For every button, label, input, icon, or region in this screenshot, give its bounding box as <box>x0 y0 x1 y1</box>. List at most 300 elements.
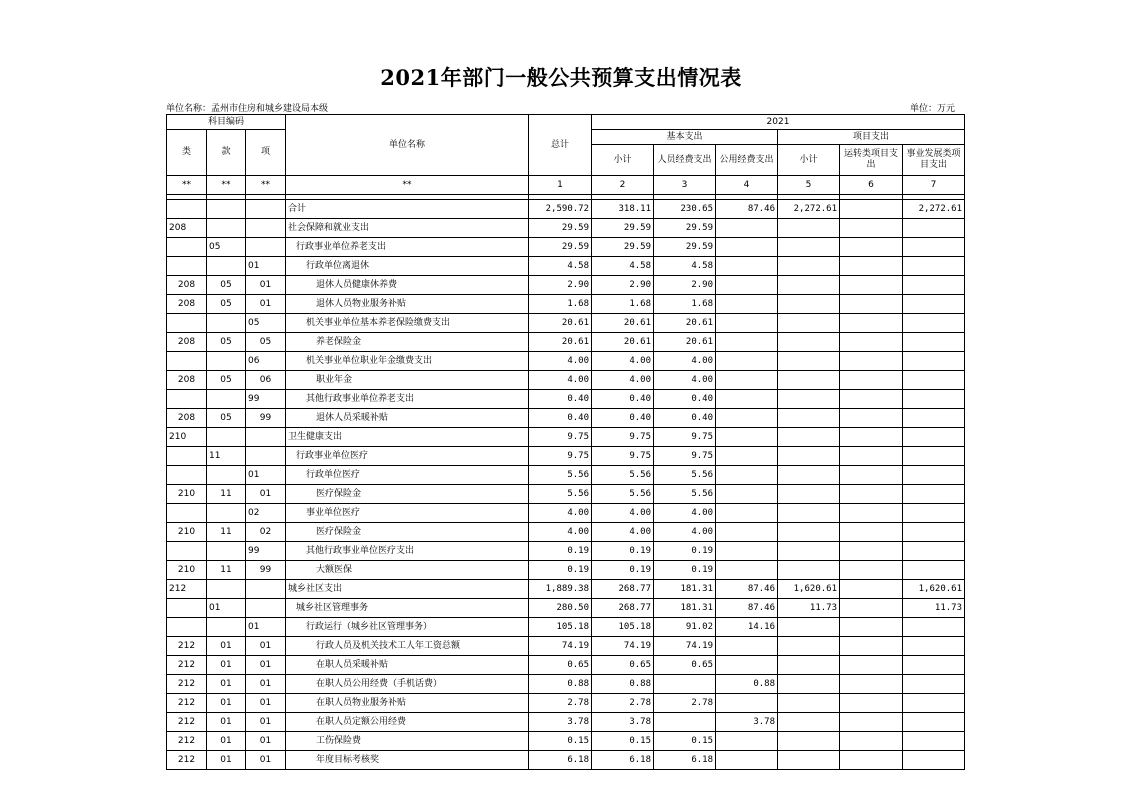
cell-project-subtotal: 11.73 <box>778 599 840 618</box>
cell-basic-subtotal: 74.19 <box>592 637 654 656</box>
cell-project-subtotal <box>778 713 840 732</box>
cell-kuan <box>207 257 246 276</box>
cell-public-funds <box>716 333 778 352</box>
cell-basic-subtotal: 0.19 <box>592 561 654 580</box>
cell-total: 6.18 <box>529 751 592 770</box>
cell-xiang: 02 <box>246 523 286 542</box>
cell-operating-project <box>840 200 903 219</box>
cell-xiang: 01 <box>246 732 286 751</box>
cell-project-subtotal <box>778 390 840 409</box>
cell-basic-subtotal: 4.58 <box>592 257 654 276</box>
cell-total: 4.58 <box>529 257 592 276</box>
header-unit-name: 单位名称 <box>286 115 529 176</box>
cell-personnel: 0.40 <box>654 390 716 409</box>
cell-xiang: 01 <box>246 656 286 675</box>
cell-xiang <box>246 200 286 219</box>
cell-lei: 212 <box>167 751 207 770</box>
cell-personnel: 5.56 <box>654 485 716 504</box>
cell-public-funds <box>716 485 778 504</box>
cell-kuan <box>207 219 246 238</box>
cell-personnel: 29.59 <box>654 238 716 257</box>
cell-project-subtotal <box>778 447 840 466</box>
header-kuan: 款 <box>207 130 246 176</box>
cell-total: 74.19 <box>529 637 592 656</box>
cell-personnel: 9.75 <box>654 447 716 466</box>
cell-public-funds <box>716 276 778 295</box>
cell-name: 在职人员公用经费（手机话费） <box>286 675 529 694</box>
cell-public-funds: 14.16 <box>716 618 778 637</box>
cell-lei: 210 <box>167 428 207 447</box>
cell-operating-project <box>840 333 903 352</box>
table-row <box>167 599 965 618</box>
cell-basic-subtotal: 6.18 <box>592 751 654 770</box>
cell-basic-subtotal: 5.56 <box>592 485 654 504</box>
cell-lei: 212 <box>167 637 207 656</box>
cell-public-funds <box>716 561 778 580</box>
cell-lei <box>167 504 207 523</box>
cell-personnel: 4.00 <box>654 371 716 390</box>
cell-xiang: 01 <box>246 466 286 485</box>
cell-public-funds <box>716 694 778 713</box>
cell-operating-project <box>840 618 903 637</box>
cell-project-subtotal <box>778 295 840 314</box>
table-row <box>167 428 965 447</box>
cell-kuan: 11 <box>207 561 246 580</box>
cell-name: 其他行政事业单位医疗支出 <box>286 542 529 561</box>
cell-operating-project <box>840 371 903 390</box>
cell-name: 行政单位离退休 <box>286 257 529 276</box>
cell-total: 20.61 <box>529 333 592 352</box>
cell-project-subtotal <box>778 485 840 504</box>
cell-project-subtotal <box>778 694 840 713</box>
header-public-funds: 公用经费支出 <box>716 145 778 176</box>
cell-xiang: 01 <box>246 713 286 732</box>
cell-lei <box>167 599 207 618</box>
cell-basic-subtotal: 29.59 <box>592 219 654 238</box>
cell-lei <box>167 447 207 466</box>
cell-public-funds <box>716 314 778 333</box>
cell-public-funds <box>716 523 778 542</box>
cell-operating-project <box>840 599 903 618</box>
cell-personnel: 181.31 <box>654 580 716 599</box>
index-cell: 4 <box>716 176 778 195</box>
cell-xiang <box>246 238 286 257</box>
cell-kuan: 01 <box>207 637 246 656</box>
cell-public-funds <box>716 295 778 314</box>
cell-development-project <box>903 333 965 352</box>
table-row <box>167 257 965 276</box>
cell-name: 行政事业单位医疗 <box>286 447 529 466</box>
cell-name: 退休人员采暖补贴 <box>286 409 529 428</box>
cell-basic-subtotal: 4.00 <box>592 523 654 542</box>
cell-kuan <box>207 542 246 561</box>
cell-kuan <box>207 428 246 447</box>
cell-xiang: 01 <box>246 485 286 504</box>
table-row <box>167 504 965 523</box>
cell-total: 105.18 <box>529 618 592 637</box>
cell-name: 社会保障和就业支出 <box>286 219 529 238</box>
cell-name: 行政单位医疗 <box>286 466 529 485</box>
cell-personnel: 9.75 <box>654 428 716 447</box>
cell-total: 0.19 <box>529 542 592 561</box>
cell-project-subtotal <box>778 257 840 276</box>
cell-operating-project <box>840 447 903 466</box>
table-row <box>167 656 965 675</box>
cell-lei: 208 <box>167 219 207 238</box>
cell-kuan <box>207 580 246 599</box>
cell-basic-subtotal: 4.00 <box>592 504 654 523</box>
table-row <box>167 713 965 732</box>
cell-public-funds: 87.46 <box>716 580 778 599</box>
cell-development-project <box>903 637 965 656</box>
cell-development-project <box>903 371 965 390</box>
cell-kuan: 01 <box>207 751 246 770</box>
table-row <box>167 751 965 770</box>
cell-name: 事业单位医疗 <box>286 504 529 523</box>
cell-basic-subtotal: 0.40 <box>592 409 654 428</box>
header-xiang: 项 <box>246 130 286 176</box>
table-row <box>167 371 965 390</box>
cell-personnel: 0.15 <box>654 732 716 751</box>
cell-personnel <box>654 675 716 694</box>
cell-basic-subtotal: 0.88 <box>592 675 654 694</box>
table-row <box>167 694 965 713</box>
cell-basic-subtotal: 20.61 <box>592 314 654 333</box>
cell-name: 行政人员及机关技术工人年工资总额 <box>286 637 529 656</box>
cell-total: 1,889.38 <box>529 580 592 599</box>
cell-operating-project <box>840 580 903 599</box>
cell-xiang: 01 <box>246 276 286 295</box>
header-subject-code: 科目编码 <box>167 115 286 130</box>
cell-project-subtotal <box>778 675 840 694</box>
cell-operating-project <box>840 257 903 276</box>
header-subtotal-project: 小计 <box>778 145 840 176</box>
index-row <box>167 176 965 195</box>
cell-public-funds <box>716 732 778 751</box>
cell-development-project <box>903 675 965 694</box>
cell-personnel: 0.40 <box>654 409 716 428</box>
cell-development-project: 11.73 <box>903 599 965 618</box>
header-subtotal-basic: 小计 <box>592 145 654 176</box>
cell-personnel: 74.19 <box>654 637 716 656</box>
cell-public-funds <box>716 352 778 371</box>
cell-personnel: 181.31 <box>654 599 716 618</box>
cell-lei: 208 <box>167 333 207 352</box>
cell-kuan: 01 <box>207 694 246 713</box>
cell-public-funds <box>716 447 778 466</box>
cell-total: 5.56 <box>529 485 592 504</box>
cell-basic-subtotal: 105.18 <box>592 618 654 637</box>
unit-name-label: 单位名称：孟州市住房和城乡建设局本级 <box>166 104 329 114</box>
cell-basic-subtotal: 2.90 <box>592 276 654 295</box>
cell-operating-project <box>840 352 903 371</box>
index-cell: 3 <box>654 176 716 195</box>
cell-total: 9.75 <box>529 447 592 466</box>
table-row <box>167 523 965 542</box>
cell-total: 5.56 <box>529 466 592 485</box>
table-row <box>167 390 965 409</box>
cell-public-funds <box>716 428 778 447</box>
index-cell: 1 <box>529 176 592 195</box>
cell-xiang: 01 <box>246 618 286 637</box>
cell-development-project <box>903 485 965 504</box>
cell-personnel: 0.19 <box>654 542 716 561</box>
cell-kuan: 01 <box>207 599 246 618</box>
cell-kuan: 05 <box>207 295 246 314</box>
cell-total: 280.50 <box>529 599 592 618</box>
cell-operating-project <box>840 523 903 542</box>
unit-label: 单位：万元 <box>910 104 956 114</box>
cell-development-project <box>903 219 965 238</box>
cell-operating-project <box>840 409 903 428</box>
index-cell: ** <box>246 176 286 195</box>
cell-total: 2.78 <box>529 694 592 713</box>
cell-operating-project <box>840 485 903 504</box>
cell-xiang: 01 <box>246 694 286 713</box>
header-year: 2021 <box>592 115 965 130</box>
cell-kuan <box>207 390 246 409</box>
cell-basic-subtotal: 0.15 <box>592 732 654 751</box>
cell-development-project <box>903 314 965 333</box>
cell-kuan <box>207 314 246 333</box>
cell-project-subtotal <box>778 333 840 352</box>
cell-development-project <box>903 656 965 675</box>
cell-lei: 210 <box>167 485 207 504</box>
cell-name: 卫生健康支出 <box>286 428 529 447</box>
cell-lei: 208 <box>167 409 207 428</box>
cell-operating-project <box>840 466 903 485</box>
cell-kuan: 11 <box>207 485 246 504</box>
table-row <box>167 466 965 485</box>
cell-project-subtotal <box>778 618 840 637</box>
cell-project-subtotal <box>778 656 840 675</box>
table-row <box>167 238 965 257</box>
table-row <box>167 295 965 314</box>
cell-name: 在职人员定额公用经费 <box>286 713 529 732</box>
cell-development-project <box>903 409 965 428</box>
cell-name: 工伤保险费 <box>286 732 529 751</box>
cell-basic-subtotal: 29.59 <box>592 238 654 257</box>
cell-xiang <box>246 599 286 618</box>
cell-project-subtotal <box>778 219 840 238</box>
cell-basic-subtotal: 9.75 <box>592 428 654 447</box>
cell-kuan: 01 <box>207 656 246 675</box>
cell-personnel: 0.65 <box>654 656 716 675</box>
table-row <box>167 314 965 333</box>
cell-basic-subtotal: 2.78 <box>592 694 654 713</box>
cell-lei: 212 <box>167 675 207 694</box>
index-cell: 2 <box>592 176 654 195</box>
index-cell: 6 <box>840 176 903 195</box>
cell-public-funds <box>716 656 778 675</box>
index-cell: ** <box>167 176 207 195</box>
cell-public-funds <box>716 542 778 561</box>
table-row <box>167 276 965 295</box>
cell-basic-subtotal: 9.75 <box>592 447 654 466</box>
cell-total: 3.78 <box>529 713 592 732</box>
cell-xiang: 01 <box>246 257 286 276</box>
table-row <box>167 447 965 466</box>
cell-personnel: 29.59 <box>654 219 716 238</box>
header-project: 项目支出 <box>778 130 965 145</box>
cell-name: 养老保险金 <box>286 333 529 352</box>
table-row <box>167 618 965 637</box>
cell-public-funds <box>716 238 778 257</box>
cell-personnel: 20.61 <box>654 314 716 333</box>
cell-name: 机关事业单位职业年金缴费支出 <box>286 352 529 371</box>
cell-total: 9.75 <box>529 428 592 447</box>
cell-operating-project <box>840 675 903 694</box>
cell-name: 行政运行（城乡社区管理事务） <box>286 618 529 637</box>
cell-lei <box>167 542 207 561</box>
cell-kuan: 01 <box>207 675 246 694</box>
cell-basic-subtotal: 268.77 <box>592 599 654 618</box>
table-row <box>167 333 965 352</box>
cell-personnel: 230.65 <box>654 200 716 219</box>
table-row <box>167 352 965 371</box>
cell-kuan: 11 <box>207 447 246 466</box>
cell-project-subtotal <box>778 504 840 523</box>
cell-operating-project <box>840 314 903 333</box>
cell-xiang <box>246 447 286 466</box>
cell-lei <box>167 200 207 219</box>
cell-lei: 208 <box>167 276 207 295</box>
cell-basic-subtotal: 5.56 <box>592 466 654 485</box>
cell-development-project <box>903 751 965 770</box>
cell-xiang: 01 <box>246 751 286 770</box>
cell-total: 0.40 <box>529 409 592 428</box>
cell-name: 机关事业单位基本养老保险缴费支出 <box>286 314 529 333</box>
cell-public-funds <box>716 637 778 656</box>
table-row <box>167 637 965 656</box>
cell-total: 0.19 <box>529 561 592 580</box>
cell-development-project <box>903 618 965 637</box>
header-total: 总计 <box>529 115 592 176</box>
cell-public-funds: 3.78 <box>716 713 778 732</box>
cell-xiang: 01 <box>246 295 286 314</box>
cell-operating-project <box>840 276 903 295</box>
cell-operating-project <box>840 732 903 751</box>
cell-lei: 208 <box>167 371 207 390</box>
table-row <box>167 542 965 561</box>
document-title: 2021年部门一般公共预算支出情况表 <box>380 65 742 90</box>
table-row <box>167 219 965 238</box>
cell-project-subtotal <box>778 371 840 390</box>
cell-project-subtotal <box>778 732 840 751</box>
cell-xiang: 05 <box>246 333 286 352</box>
cell-name: 职业年金 <box>286 371 529 390</box>
cell-personnel: 1.68 <box>654 295 716 314</box>
cell-operating-project <box>840 219 903 238</box>
cell-lei: 208 <box>167 295 207 314</box>
cell-project-subtotal <box>778 523 840 542</box>
cell-project-subtotal <box>778 314 840 333</box>
cell-public-funds: 87.46 <box>716 200 778 219</box>
cell-kuan <box>207 466 246 485</box>
cell-name: 医疗保险金 <box>286 523 529 542</box>
cell-public-funds <box>716 466 778 485</box>
cell-xiang: 99 <box>246 409 286 428</box>
cell-personnel: 20.61 <box>654 333 716 352</box>
cell-personnel: 91.02 <box>654 618 716 637</box>
cell-name: 医疗保险金 <box>286 485 529 504</box>
cell-lei: 212 <box>167 732 207 751</box>
cell-development-project <box>903 238 965 257</box>
index-cell: ** <box>286 176 529 195</box>
cell-name: 大额医保 <box>286 561 529 580</box>
cell-total: 4.00 <box>529 504 592 523</box>
cell-operating-project <box>840 694 903 713</box>
cell-project-subtotal: 2,272.61 <box>778 200 840 219</box>
cell-personnel: 4.00 <box>654 504 716 523</box>
cell-kuan <box>207 504 246 523</box>
cell-lei <box>167 257 207 276</box>
cell-lei <box>167 466 207 485</box>
header-row-1 <box>167 115 965 130</box>
cell-name: 城乡社区管理事务 <box>286 599 529 618</box>
cell-total: 0.15 <box>529 732 592 751</box>
cell-lei <box>167 238 207 257</box>
cell-name: 其他行政事业单位养老支出 <box>286 390 529 409</box>
cell-public-funds <box>716 257 778 276</box>
cell-development-project <box>903 732 965 751</box>
cell-development-project <box>903 276 965 295</box>
cell-lei: 210 <box>167 561 207 580</box>
header-personnel: 人员经费支出 <box>654 145 716 176</box>
cell-xiang <box>246 580 286 599</box>
cell-project-subtotal <box>778 276 840 295</box>
cell-basic-subtotal: 3.78 <box>592 713 654 732</box>
cell-total: 2.90 <box>529 276 592 295</box>
cell-operating-project <box>840 656 903 675</box>
cell-development-project <box>903 390 965 409</box>
cell-operating-project <box>840 390 903 409</box>
cell-name: 合计 <box>286 200 529 219</box>
index-cell: ** <box>207 176 246 195</box>
cell-name: 退休人员物业服务补贴 <box>286 295 529 314</box>
cell-name: 在职人员物业服务补贴 <box>286 694 529 713</box>
cell-operating-project <box>840 542 903 561</box>
cell-lei <box>167 618 207 637</box>
cell-public-funds: 87.46 <box>716 599 778 618</box>
cell-development-project <box>903 295 965 314</box>
cell-development-project <box>903 523 965 542</box>
cell-kuan <box>207 200 246 219</box>
cell-total: 4.00 <box>529 352 592 371</box>
cell-lei <box>167 352 207 371</box>
table-row <box>167 485 965 504</box>
cell-kuan: 01 <box>207 732 246 751</box>
cell-basic-subtotal: 0.65 <box>592 656 654 675</box>
cell-total: 1.68 <box>529 295 592 314</box>
cell-personnel: 4.58 <box>654 257 716 276</box>
cell-project-subtotal <box>778 409 840 428</box>
cell-development-project <box>903 504 965 523</box>
cell-development-project <box>903 542 965 561</box>
cell-public-funds <box>716 219 778 238</box>
index-cell: 7 <box>903 176 965 195</box>
cell-total: 29.59 <box>529 238 592 257</box>
cell-project-subtotal <box>778 561 840 580</box>
cell-kuan: 05 <box>207 276 246 295</box>
cell-xiang: 99 <box>246 561 286 580</box>
cell-basic-subtotal: 4.00 <box>592 352 654 371</box>
cell-operating-project <box>840 751 903 770</box>
cell-xiang: 06 <box>246 371 286 390</box>
cell-personnel: 2.90 <box>654 276 716 295</box>
budget-table <box>166 114 965 770</box>
cell-lei: 210 <box>167 523 207 542</box>
